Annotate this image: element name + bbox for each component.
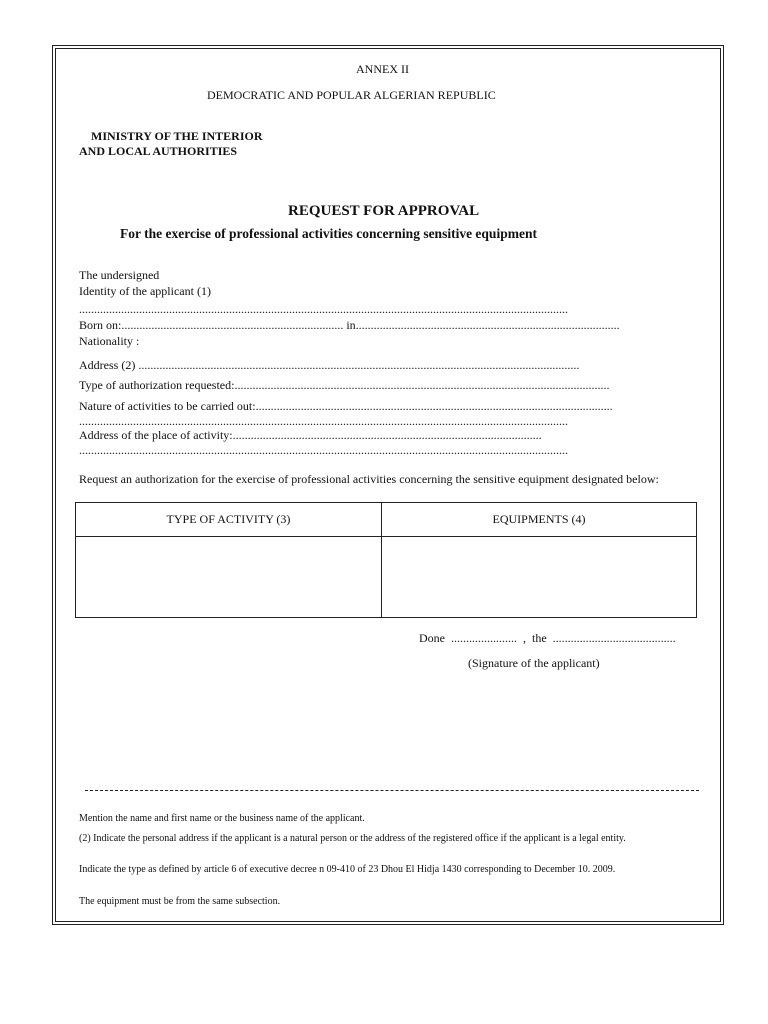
table-row [76, 537, 697, 618]
ministry-line-1: MINISTRY OF THE INTERIOR [91, 129, 263, 143]
done-place-date-field[interactable]: Done ...................... , the ......................................... [419, 631, 676, 645]
activity-place-field[interactable]: Address of the place of activity:....................................................................................................... [79, 428, 542, 442]
footnote-separator [85, 790, 699, 791]
authorization-type-field[interactable]: Type of authorization requested:............................................................................................................................. [79, 378, 610, 392]
equipments-header: EQUIPMENTS (4) [382, 503, 697, 537]
footnote-4: The equipment must be from the same subsection. [79, 896, 281, 907]
request-statement: Request an authorization for the exercise of professional activities concerning the sensitive equipment designated below: [79, 472, 659, 486]
footnote-1: Mention the name and first name or the business name of the applicant. [79, 813, 365, 824]
activity-place-continuation[interactable]: ................................................................................................................................................................... [79, 443, 568, 457]
identity-field[interactable]: ................................................................................................................................................................... [79, 302, 568, 316]
address-field[interactable]: Address (2) ................................................................................................................................................... [79, 358, 580, 372]
page-subtitle: For the exercise of professional activities concerning sensitive equipment [120, 226, 537, 241]
birth-field[interactable]: Born on:.......................................................................... in........................................................................................ [79, 318, 620, 332]
activity-equipment-table [75, 502, 697, 618]
annex-label: ANNEX II [356, 62, 409, 76]
table-header-row [76, 503, 697, 537]
footnote-2: (2) Indicate the personal address if the applicant is a natural person or the address of the registered office if the applicant is a legal entity. [79, 833, 626, 844]
nationality-label[interactable]: Nationality : [79, 334, 140, 348]
ministry-line-2: AND LOCAL AUTHORITIES [79, 144, 238, 158]
activities-nature-continuation[interactable]: ................................................................................................................................................................... [79, 414, 568, 428]
republic-name: DEMOCRATIC AND POPULAR ALGERIAN REPUBLIC [207, 88, 496, 102]
signature-label: (Signature of the applicant) [468, 656, 600, 670]
equipments-cell[interactable] [382, 537, 697, 618]
page-title: REQUEST FOR APPROVAL [288, 203, 480, 219]
undersigned-label: The undersigned [79, 268, 160, 282]
activity-type-header: TYPE OF ACTIVITY (3) [76, 503, 382, 537]
activities-nature-field[interactable]: Nature of activities to be carried out:....................................................................................................................... [79, 399, 613, 413]
identity-label: Identity of the applicant (1) [79, 284, 211, 298]
footnote-3: Indicate the type as defined by article 6 of executive decree n 09-410 of 23 Dhou El Hidja 1430 corresponding to December 10. 2009. [79, 864, 616, 875]
activity-type-cell[interactable] [76, 537, 382, 618]
